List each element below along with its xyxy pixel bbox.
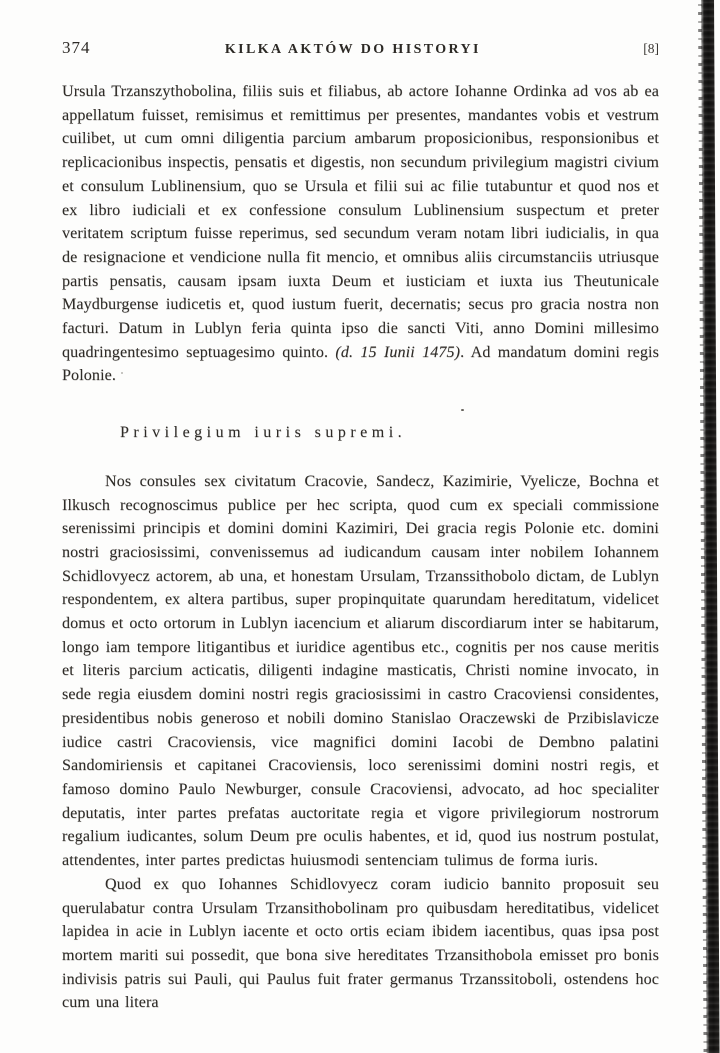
date-note-italic: (d. 15 Iunii 1475) [335, 343, 461, 361]
paragraph-quod-ex-quo: Quod ex quo Iohannes Schidlovyecz coram iudicio bannito proposuit seu querulabatur contra Ursulam Trzansithobolinam pro quibusdam hereditatibus, videlicet lapidea in acie in Lublyn iacente et octo ortis eciam ibidem iacentibus, quas ipsa post mortem mariti sui possedit, que bona sive hereditates Trzansithobola emisset pro bonis indivisis patris sui Pauli, qui Paulus fuit frater germanus Trzanssitoboli, ostendens hoc cum una litera [62, 875, 659, 1012]
document-issue-mark: [8] [643, 41, 659, 56]
running-head [62, 38, 659, 58]
paragraph-text-before-date: Ursula Trzanszythobolina, filiis suis et filiabus, ab actore Iohanne Ordinka ad vos ab ea appellatum fuisset, remisimus et remittimus per presentes, mandantes vobis et vestrum cuilibet, ut cum omni diligentia parcium ambarum proposicionibus, responsionibus et replicacionibus inspectis, pensatis et digestis, non secundum privilegium magistri civium et consulum Lublinensium, quo se Ursula et filii sui ac filie tutabuntur et quod nos et ex libro iudiciali et ex confessione consulum Lublinensium suspectum et preter veritatem scriptum fuisse reperimus, sed secundum veram notam libri iudicialis, in qua de resignacione et vendicione nulla fit mencio, et omnibus aliis circumstanciis utriusque partis pensatis, causam ipsam iuxta Deum et iusticiam et iuxta ius Theutunicale Maydburgense iudicetis et, quod iustum fuerit, decernatis; secus pro gracia nostra non facturi. Datum in Lublyn feria quinta ipso die sancti Viti, anno Domini millesimo quadringentesimo septuagesimo quinto. [62, 83, 659, 361]
paragraph-continuation [62, 80, 659, 388]
paragraph-nos-consules: Nos consules sex civitatum Cracovie, Sandecz, Kazimirie, Vyelicze, Bochna et Ilkusch recognoscimus publice per hec scripta, quod cum ex speciali commissione serenissimi principis et domini domini Kazimiri, Dei gracia regis Polonie etc. domini nostri graciosissimi, convenissemus ad iudicandum causam inter nobilem Iohannem Schidlovyecz actorem, ab una, et honestam Ursulam, Trzanssithobolo dictam, de Lublyn respondentem, ex altera partibus, super propinquitate quarundam hereditatum, videlicet domus et octo ortorum in Lublyn iacencium et aliarum discordiarum inter se habitarum, longo iam tempore litigantibus et iuridice agentibus etc., cognitis per nos cause meritis et literis parcium acticatis, diligenti indagine masticatis, Christi nomine invocato, in sede regia eiusdem domini nostri regis graciosissimi in castro Cracoviensi considentes, presidentibus nobis generoso et nobili domino Stanislao Oraczewski de Przibislavicze iudice castri Cracoviensis, vice magnifici domini Iacobi de Dembno palatini Sandomiriensis et capitanei Cracoviensis, loco serenissimi domini nostri regis, et famoso domino Paulo Newburger, consule Cracoviensi, advocato, ad hoc specialiter deputatis, inter partes prefatas auctoritate regia et vigore privilegiorum nostrorum regalium iudicantes, solum Deum pre oculis habentes, et id, quod ius nostrum postulat, attendentes, inter partes predictas huiusmodi sentenciam tulimus de forma iuris. [62, 472, 659, 870]
document-body [62, 80, 659, 1015]
page-number: 374 [62, 38, 91, 57]
section-heading: Privilegium iuris supremi. [120, 424, 407, 442]
paragraph-text-after-date: . Ad mandatum domini regis Polonie. [62, 343, 659, 385]
scan-speck [121, 372, 123, 374]
running-title: KILKA AKTÓW DO HISTORYI [224, 42, 481, 57]
scan-speck [461, 409, 464, 411]
scan-speck [560, 540, 562, 541]
